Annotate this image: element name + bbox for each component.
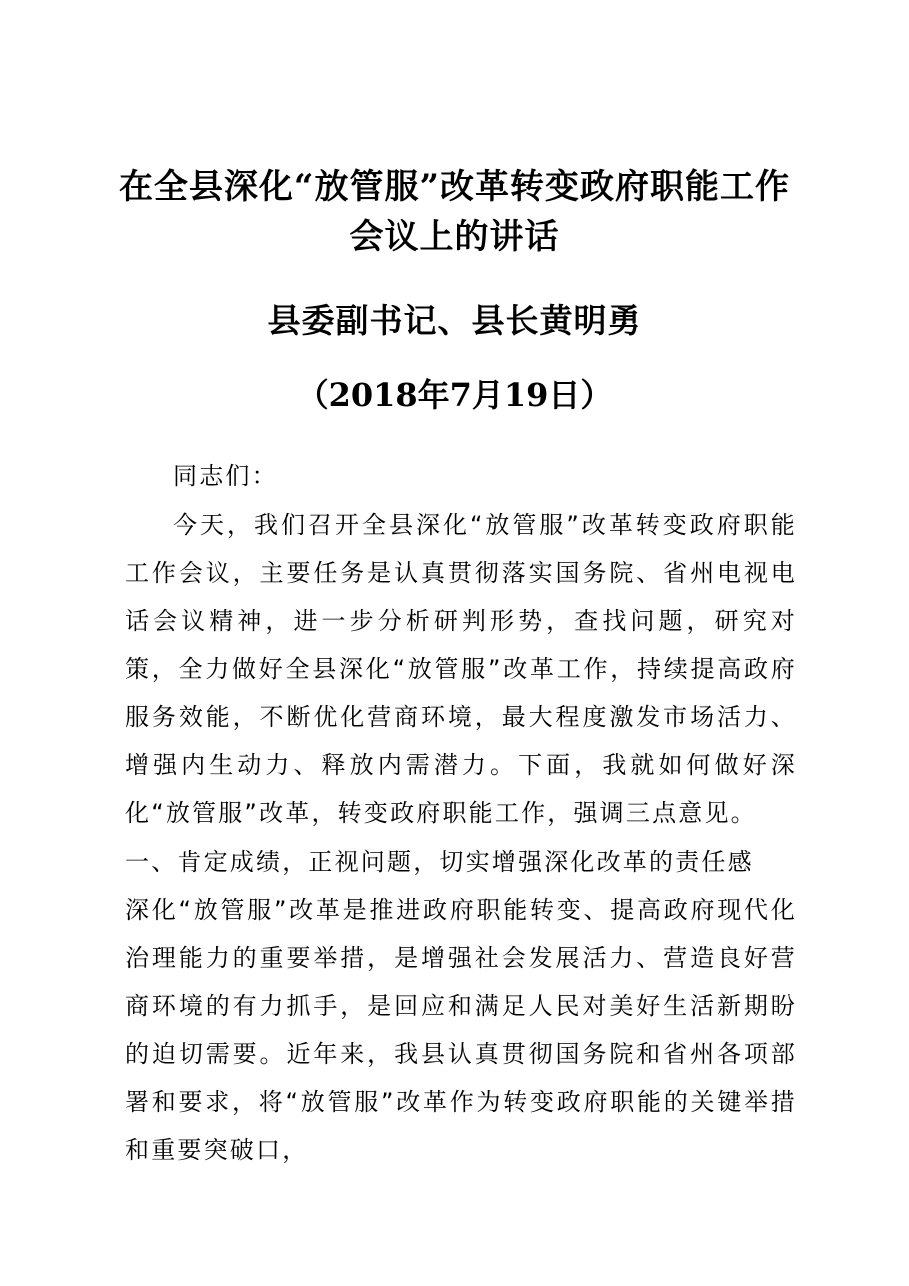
date-line: （2018年7月19日） (296, 376, 613, 414)
document-title-line2: 会议上的讲话 (349, 217, 560, 257)
greeting: 同志们： (173, 462, 278, 490)
speaker-line: 县委副书记、县长黄明勇 (267, 301, 642, 340)
paragraph-2: 深化“放管服”改革是推进政府职能转变、提高政府现代化治理能力的重要举措，是增强社会发展活力、营造良好营商环境的有力抓手，是回应和满足人民对美好生活新期盼的迫切需要。近年来，我县认真贯彻国务院和省州各项部署和要求，将“放管服”改革作为转变政府职能的关键举措和重要突破口， (125, 896, 797, 1164)
document-title-line1: 在全县深化“放管服”改革转变政府职能工作 (118, 167, 791, 207)
section-1-heading: 一、肯定成绩，正视问题，切实增强深化改革的责任感 (125, 848, 754, 876)
paragraph-1: 今天，我们召开全县深化“放管服”改革转变政府职能工作会议，主要任务是认真贯彻落实国务院、省州电视电话会议精神，进一步分析研判形势，查找问题，研究对策，全力做好全县深化“放管服”改革工作，持续提高政府服务效能，不断优化营商环境，最大程度激发市场活力、增强内生动力、释放内需潜力。下面，我就如何做好深化“放管服”改革，转变政府职能工作，强调三点意见。 (125, 511, 797, 827)
